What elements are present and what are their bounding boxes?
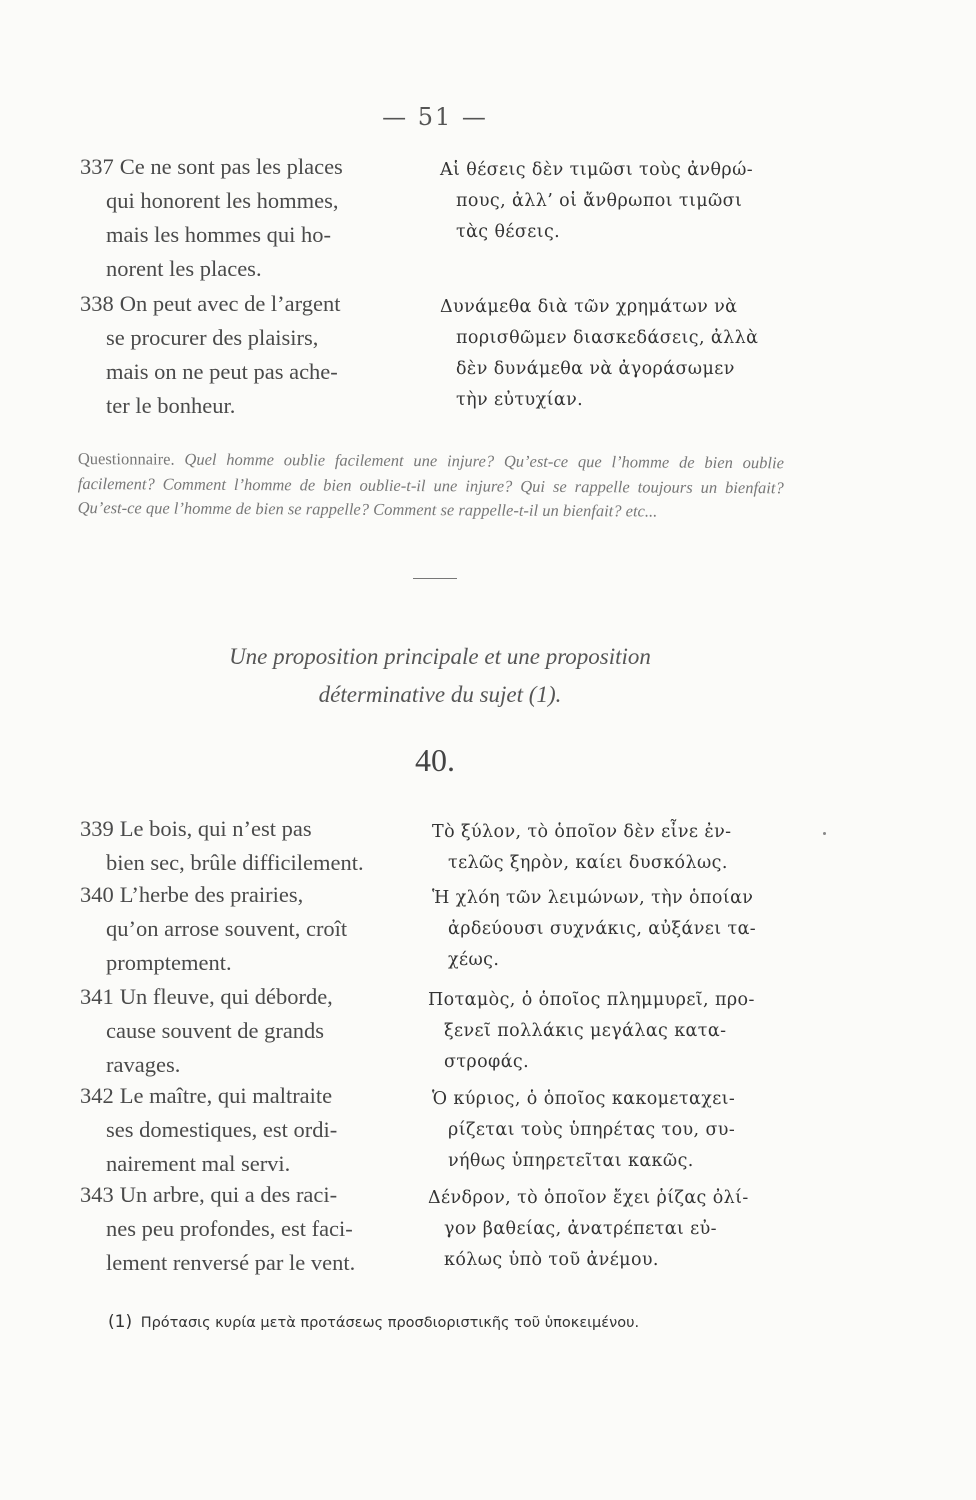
entry-number: 340 [80,882,114,907]
questionnaire-text: Quel homme oublie facilement une injure? Qu’est-ce que l’homme de bien oublie facilement? Comment l’homme de bien oublie-t-il une injure? Qui se rappelle toujours un bienfait? Qu’est-ce que l’homme de bien se rappelle? Comment se rappelle-t-il un bienfait? etc... [77,449,784,521]
entry-number: 337 [80,154,114,179]
greek-text: Τὸ ξύλον, τὸ ὁποῖον δὲν εἶνε ἐν- τελῶς ξηρὸν, καίει δυσκόλως. [432,822,732,873]
questionnaire-label: Questionnaire. [77,448,175,469]
section-title: Une proposition principale et une proposition déterminative du sujet (1). [229,644,651,707]
french-text: 338 On peut avec de l’argent se procurer des plaisirs, mais on ne peut pas ache- ter le bonheur. [80,291,341,418]
greek-text: Ἡ χλόη τῶν λειμώνων, τὴν ὁποίαν ἀρδεύουσι συχνάκις, αὐξάνει τα- χέως. [432,888,757,970]
footnote [108,1312,808,1332]
lesson-number: 40. [415,742,455,778]
greek-text: Ὁ κύριος, ὁ ὁποῖος κακομεταχει- ρίζεται τοὺς ὑπηρέτας του, συ- νήθως ὑπηρετεῖται κακῶς. [432,1089,736,1171]
section-divider [413,578,457,579]
entry-number: 338 [80,291,114,316]
greek-text: Ποταμὸς, ὁ ὁποῖος πλημμυρεῖ, προ- ξενεῖ πολλάκις μεγάλας κατα- στροφάς. [428,990,755,1072]
french-text: 341 Un fleuve, qui déborde, cause souvent de grands ravages. [80,984,333,1077]
greek-text: Δυνάμεθα διὰ τῶν χρημάτων νὰ πορισθῶμεν διασκεδάσεις, ἀλλὰ δὲν δυνάμεθα νὰ ἀγοράσωμεν τὴν εὐτυχίαν. [440,297,759,410]
entry-number: 341 [80,984,114,1009]
footnote-text: Πρότασις κυρία μετὰ προτάσεως προσδιοριστικῆς τοῦ ὑποκειμένου. [140,1315,640,1331]
entry-number: 339 [80,816,114,841]
greek-text: Δένδρον, τὸ ὁποῖον ἔχει ῥίζας ὀλί- γον βαθείας, ἀνατρέπεται εὐ- κόλως ὑπὸ τοῦ ἀνέμου. [428,1188,749,1270]
footnote-mark: (1) [108,1312,133,1332]
french-text: 337 Ce ne sont pas les places qui honorent les hommes, mais les hommes qui ho- norent les places. [80,154,343,281]
questionnaire [78,447,784,525]
entry-number: 343 [80,1182,114,1207]
entry-number: 342 [80,1083,114,1108]
french-text: 340 L’herbe des prairies, qu’on arrose souvent, croît promptement. [80,882,348,975]
french-text: 342 Le maître, qui maltraite ses domestiques, est ordi- nairement mal servi. [80,1083,338,1176]
french-text: 339 Le bois, qui n’est pas bien sec, brûle difficilement. [80,816,364,875]
page-number: — 51 — [382,103,488,131]
greek-text: Αἱ θέσεις δὲν τιμῶσι τοὺς ἀνθρώ- πους, ἀλλ’ οἱ ἄνθρωποι τιμῶσι τὰς θέσεις. [440,160,754,242]
paper-speck [823,832,826,835]
french-text: 343 Un arbre, qui a des raci- nes peu profondes, est faci- lement renversé par le vent. [80,1182,356,1275]
